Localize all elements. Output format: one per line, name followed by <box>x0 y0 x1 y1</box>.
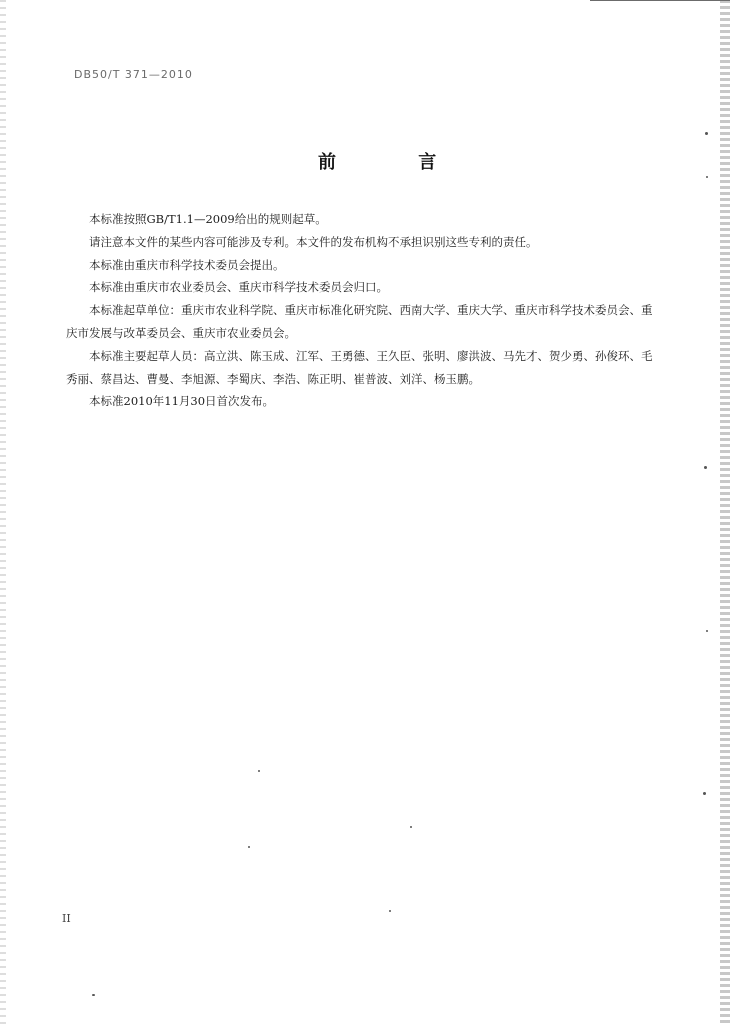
scan-top-line <box>590 0 730 1</box>
foreword-body <box>66 208 656 413</box>
scan-speck <box>248 846 250 848</box>
paragraph-patent-notice: 请注意本文件的某些内容可能涉及专利。本文件的发布机构不承担识别这些专利的责任。 <box>89 234 538 249</box>
paragraph-drafters: 本标准主要起草人员：高立洪、陈玉成、江军、王勇德、王久臣、张明、廖洪波、马先才、贺少勇、孙俊环、毛秀丽、蔡昌达、曹曼、李旭源、李蜀庆、李浩、陈正明、崔普波、刘洋、杨玉鹏。 <box>66 348 653 386</box>
scan-edge-left <box>0 0 6 1024</box>
scan-speck <box>704 466 707 469</box>
scan-speck <box>706 630 708 632</box>
paragraph-drafting-rules: 本标准按照GB/T1.1—2009给出的规则起草。 <box>89 212 327 226</box>
scan-speck <box>389 910 391 912</box>
page-title: 前 言 <box>318 152 475 173</box>
scan-edge-right <box>720 0 730 1024</box>
header-code: DB50/T 371—2010 <box>74 68 193 81</box>
scan-speck <box>258 770 260 772</box>
paragraph-release-date: 本标准2010年11月30日首次发布。 <box>89 394 275 409</box>
scan-speck <box>706 176 708 178</box>
paragraph-centralized-by: 本标准由重庆市农业委员会、重庆市科学技术委员会归口。 <box>89 280 388 295</box>
paragraph-drafting-units: 本标准起草单位：重庆市农业科学院、重庆市标准化研究院、西南大学、重庆大学、重庆市科学技术委员会、重庆市发展与改革委员会、重庆市农业委员会。 <box>66 303 653 340</box>
paragraph-proposed-by: 本标准由重庆市科学技术委员会提出。 <box>89 257 285 272</box>
page-number: II <box>62 912 71 925</box>
scan-speck <box>705 132 708 135</box>
scan-speck <box>92 994 95 996</box>
scan-speck <box>410 826 412 828</box>
scan-speck <box>703 792 706 795</box>
